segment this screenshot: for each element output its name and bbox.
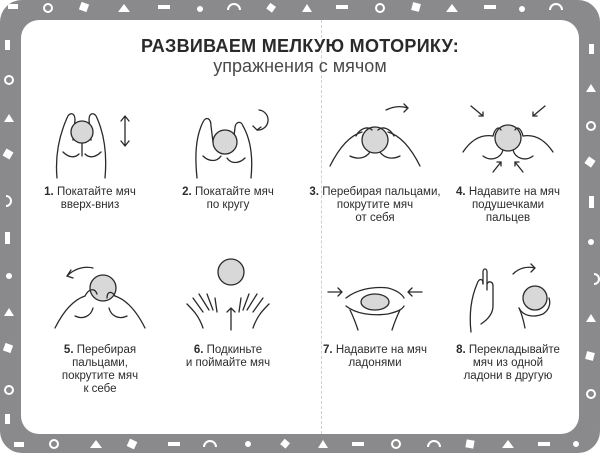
caption-line: ладони в другую (463, 370, 553, 382)
caption-line: по кругу (206, 199, 250, 211)
step-7 (306, 254, 444, 370)
step-number: 4. (456, 186, 466, 198)
caption-line: покрутите мяч (61, 370, 139, 382)
fingers-roll-toward-illustration (45, 254, 155, 338)
step-number: 5. (63, 344, 74, 356)
step-number: 6. (193, 344, 204, 356)
caption-line: Надавите на мяч (335, 344, 427, 356)
caption-line: Перебирая (76, 344, 137, 356)
step-number: 8. (456, 344, 466, 356)
caption-line: от себя (355, 212, 395, 224)
step-caption (159, 344, 297, 370)
fingertips-press-illustration (453, 96, 563, 180)
caption-line: вверх-вниз (60, 199, 120, 211)
caption-line: пальцев (485, 212, 531, 224)
caption-line: Надавите на мяч (468, 186, 560, 198)
caption-line: пальцами, (72, 357, 128, 369)
caption-line: и поймайте мяч (185, 357, 271, 369)
page-title: РАЗВИВАЕМ МЕЛКУЮ МОТОРИКУ: (140, 36, 460, 56)
step-caption (159, 186, 297, 212)
hands-roll-up-down-illustration (35, 96, 145, 180)
instruction-card (21, 20, 579, 434)
caption-line: подушечками (471, 199, 545, 211)
caption-line: мяч из одной (472, 357, 544, 369)
step-5 (31, 254, 169, 396)
step-caption (439, 344, 577, 383)
page-subtitle: упражнения с мячом (213, 56, 387, 76)
caption-line: Подкиньте (206, 344, 263, 356)
step-3 (306, 96, 444, 225)
caption-line: Перебирая пальцами, (322, 186, 441, 198)
pass-between-palms-illustration (453, 254, 563, 338)
step-caption (306, 344, 444, 370)
step-number: 7. (323, 344, 333, 356)
page-fold (321, 20, 322, 434)
step-caption (439, 186, 577, 225)
caption-line: Покатайте мяч (56, 186, 136, 198)
hands-roll-circle-illustration (173, 96, 283, 180)
step-caption (31, 344, 169, 396)
palms-press-illustration (320, 254, 430, 338)
step-caption (21, 186, 159, 212)
caption-line: Покатайте мяч (194, 186, 274, 198)
caption-line: покрутите мяч (336, 199, 414, 211)
step-8 (439, 254, 577, 383)
caption-line: ладонями (348, 357, 402, 369)
step-1 (21, 96, 159, 212)
step-6 (159, 254, 297, 370)
caption-line: к себе (83, 383, 117, 395)
toss-and-catch-illustration (173, 254, 283, 338)
step-number: 2. (182, 186, 192, 198)
caption-line: Перекладывайте (468, 344, 560, 356)
step-2 (159, 96, 297, 212)
step-number: 1. (44, 186, 54, 198)
step-number: 3. (309, 186, 319, 198)
fingers-roll-away-illustration (320, 96, 430, 180)
step-4 (439, 96, 577, 225)
step-caption (306, 186, 444, 225)
